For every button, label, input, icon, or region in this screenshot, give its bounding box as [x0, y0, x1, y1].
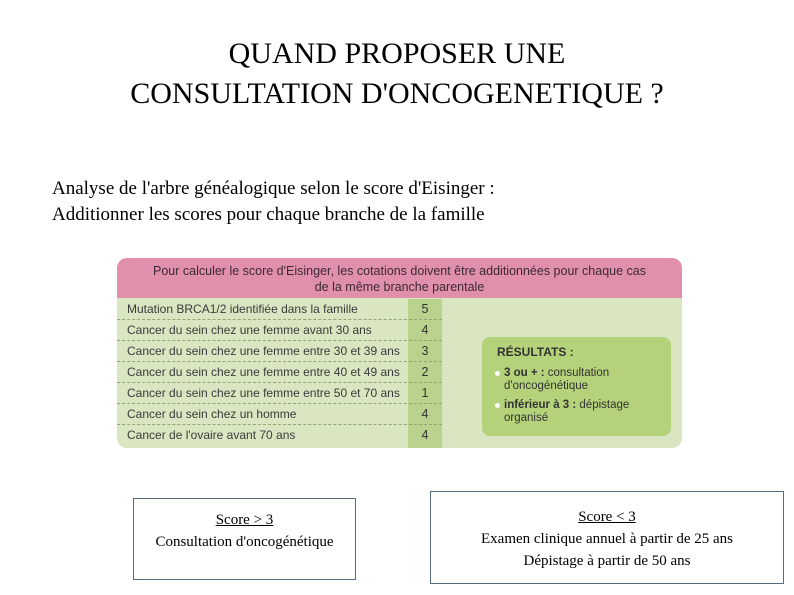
intro-line-2: Additionner les scores pour chaque branche de la famille [52, 204, 485, 225]
table-row [117, 404, 442, 425]
page-title [20, 34, 774, 114]
score-low-line-2: Dépistage à partir de 50 ans [523, 553, 691, 569]
bullet-icon [495, 403, 500, 408]
result-item-high-condition: 3 ou + : [504, 367, 545, 379]
results-panel [482, 337, 671, 436]
title-line-1: QUAND PROPOSER UNE [228, 37, 566, 70]
table-row [117, 341, 442, 362]
row-label: Cancer du sein chez une femme entre 30 et 39 ans [127, 344, 400, 358]
table-row [117, 383, 442, 404]
table-header [117, 258, 682, 298]
row-score: 1 [408, 383, 442, 403]
row-label: Cancer du sein chez un homme [127, 407, 297, 421]
row-score: 4 [408, 404, 442, 424]
score-low-line-1: Examen clinique annuel à partir de 25 ans [481, 531, 733, 547]
title-line-2: CONSULTATION D'ONCOGENETIQUE ? [130, 77, 664, 110]
score-high-text: Consultation d'oncogénétique [155, 534, 334, 550]
intro-text [52, 176, 495, 228]
result-item-low-condition: inférieur à 3 : [504, 399, 577, 411]
row-score: 4 [408, 425, 442, 445]
table-header-line-1: Pour calculer le score d'Eisinger, les cotations doivent être additionnées pour chaque cas [153, 264, 646, 278]
score-high-heading: Score > 3 [215, 512, 274, 528]
table-row [117, 320, 442, 341]
row-label: Cancer du sein chez une femme entre 40 et 49 ans [127, 365, 400, 379]
result-item-high [504, 367, 664, 393]
table-header-line-2: de la même branche parentale [314, 280, 485, 294]
row-label: Cancer de l'ovaire avant 70 ans [127, 428, 296, 442]
bullet-icon [495, 371, 500, 376]
result-item-low [504, 399, 664, 425]
eisinger-score-table [117, 258, 682, 448]
score-high-box [133, 498, 356, 580]
row-score: 5 [408, 299, 442, 319]
row-label: Cancer du sein chez une femme entre 50 et 70 ans [127, 386, 400, 400]
score-low-box [430, 491, 784, 584]
row-label: Cancer du sein chez une femme avant 30 ans [127, 323, 372, 337]
intro-line-1: Analyse de l'arbre généalogique selon le score d'Eisinger : [52, 178, 495, 199]
result-item-high-text: consultation d'oncogénétique [504, 367, 610, 392]
row-score: 3 [408, 341, 442, 361]
score-low-heading: Score < 3 [578, 509, 636, 525]
row-label: Mutation BRCA1/2 identifiée dans la famille [127, 302, 358, 316]
results-title: RÉSULTATS : [497, 345, 574, 359]
table-row [117, 299, 442, 320]
row-score: 4 [408, 320, 442, 340]
score-rows [117, 299, 442, 446]
table-row [117, 425, 442, 446]
row-score: 2 [408, 362, 442, 382]
result-item-low-text: dépistage organisé [504, 399, 630, 424]
table-row [117, 362, 442, 383]
